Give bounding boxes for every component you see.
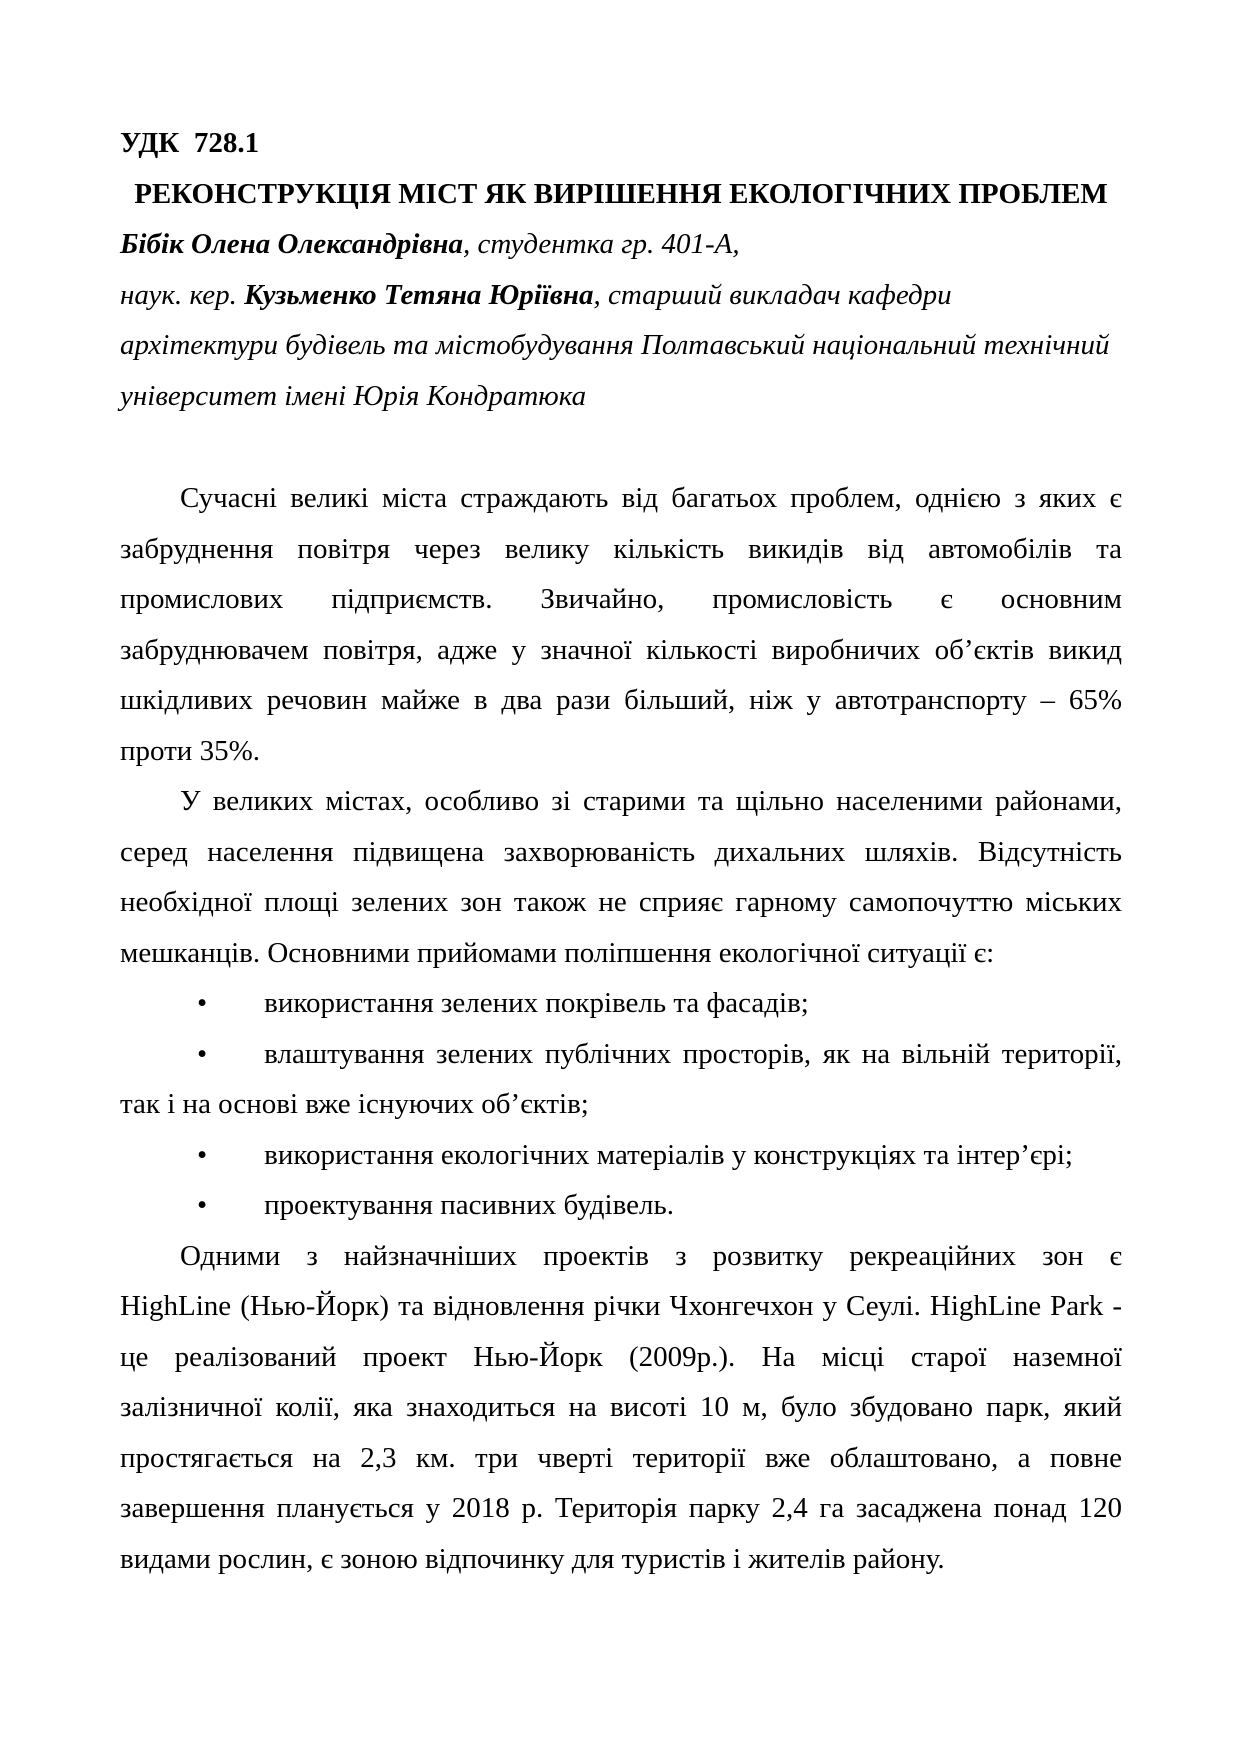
paragraph-line: промислових підприємств. Звичайно, промисловість є основним [120, 583, 1122, 615]
bullet-gap [207, 1062, 264, 1063]
paragraph-line: це реалізований проект Нью-Йорк (2009р.). На місці старої наземної [120, 1340, 1122, 1373]
page-title: РЕКОНСТРУКЦІЯ МІСТ ЯК ВИРІШЕННЯ ЕКОЛОГІЧНИХ ПРОБЛЕМ [134, 177, 1108, 210]
bullet-item-line: так і на основі вже існуючих об’єктів; [120, 1088, 589, 1120]
bullet-icon: • [197, 1138, 208, 1171]
paragraph-line: простягається на 2,3 км. три чверті території вже облаштовано, а повне [120, 1441, 1122, 1474]
paragraph-line: Сучасні великі міста страждають від багатьох проблем, однією з яких є [120, 473, 1122, 524]
first-line-indent [120, 809, 180, 810]
bullet-icon: • [197, 987, 208, 1019]
author-line [120, 219, 1122, 270]
supervisor-name: Кузьменко Тетяна Юріївна [244, 278, 594, 311]
bullet-indent [120, 1011, 197, 1012]
paragraph-line: необхідної площі зелених зон також не сприяє гарному самопочуттю міських [120, 886, 1122, 918]
paragraph-line: мешканців. Основними прийомами поліпшення екологічної ситуації є: [120, 936, 995, 969]
paragraph-line: У великих містах, особливо зі старими та щільно населеними районами, [120, 776, 1122, 827]
bullet-indent [120, 1213, 197, 1214]
bullet-item-line: • проектування пасивних будівель. [120, 1180, 1122, 1231]
paragraph-line: видами рослин, є зоною відпочинку для туристів і жителів району. [120, 1542, 945, 1575]
bullet-item-line: • використання зелених покрівель та фасадів; [120, 978, 1122, 1029]
supervisor-line [120, 270, 1122, 321]
first-line-indent [120, 1264, 180, 1265]
bullet-icon: • [197, 1037, 208, 1070]
supervisor-prefix: наук. кер. [120, 278, 245, 311]
bullet-gap [207, 1011, 264, 1012]
affiliation-line: університет імені Юрія Кондратюка [120, 379, 587, 412]
bullet-indent [120, 1163, 197, 1164]
author-role: , студентка гр. 401-А, [463, 228, 740, 260]
paragraph-line: завершення планується у 2018 р. Територія парку 2,4 га засаджена понад 120 [120, 1492, 1122, 1524]
paragraph-line: забруднювачем повітря, адже у значної кількості виробничих об’єктів викид [120, 633, 1122, 666]
udc-line: УДК 728.1 [120, 127, 260, 159]
paragraph-line: проти 35%. [120, 734, 260, 767]
bullet-gap [207, 1163, 264, 1164]
bullet-item-line: • влаштування зелених публічних просторів, як на вільній території, [120, 1029, 1122, 1080]
bullet-gap [207, 1213, 264, 1214]
paragraph-line: забруднення повітря через велику кількість викидів від автомобілів та [120, 532, 1122, 565]
affiliation-line: архітектури будівель та містобудування Полтавський національний технічний [120, 329, 1110, 361]
supervisor-role: , старший викладач кафедри [593, 278, 952, 311]
first-line-indent [120, 506, 180, 507]
author-name: Бібік Олена Олександрівна [120, 228, 464, 260]
paragraph-line: залізничної колії, яка знаходиться на висоті 10 м, було збудовано парк, який [120, 1391, 1122, 1423]
bullet-indent [120, 1062, 197, 1063]
paragraph-line: HighLine (Нью-Йорк) та відновлення річки Чхонгечхон у Сеулі. HighLine Park - [120, 1290, 1122, 1322]
body-text [120, 473, 1122, 1584]
paragraph-line: шкідливих речовин майже в два рази більший, ніж у автотранспорту – 65% [120, 684, 1122, 716]
paragraph-line: серед населення підвищена захворюваність дихальних шляхів. Відсутність [120, 835, 1122, 868]
paragraph-line: Одними з найзначніших проектів з розвитку рекреаційних зон є [120, 1231, 1122, 1282]
bullet-icon: • [197, 1189, 208, 1221]
bullet-item-line: • використання екологічних матеріалів у конструкціях та інтер’єрі; [120, 1130, 1122, 1181]
